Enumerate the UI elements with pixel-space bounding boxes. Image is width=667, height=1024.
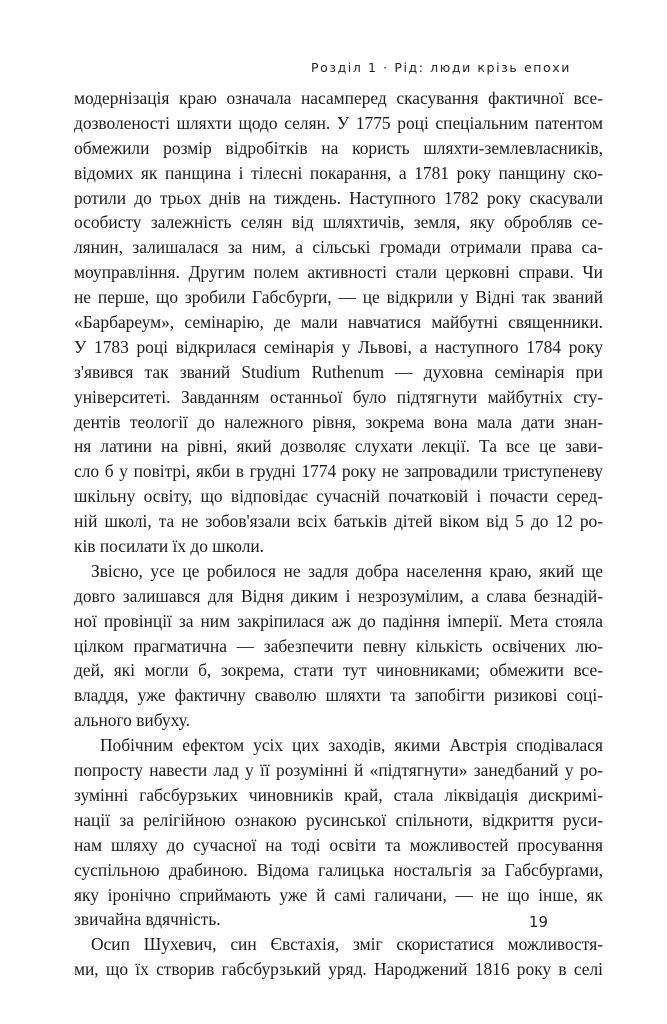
- text-line: відомих як панщина і тілесні покарання, а 1781 року панщину ско-: [74, 162, 603, 183]
- text-line: лянин, залишалася за ним, а сільські громади отримали права са-: [74, 237, 603, 258]
- text-line: звичайна вдячність.: [74, 909, 221, 930]
- text-line: дозволеності шляхти щодо селян. У 1775 році спеціальним патентом: [74, 112, 603, 133]
- text-line: моуправління. Другим полем активності стали церковні справи. Чи: [74, 262, 603, 283]
- paragraph: [74, 932, 603, 982]
- text-line: Побічним ефектом усіх цих заходів, якими Австрія сподівалася: [100, 735, 603, 756]
- text-line: з'явився так званий Studium Ruthenum — духовна семінарія при: [74, 361, 603, 382]
- text-line: дентів теології до належного рівня, зокрема вона мала дати знан-: [74, 411, 603, 432]
- text-line: владдя, уже фактичну сваволю шляхти та запобігти ризикові соці-: [74, 685, 603, 706]
- text-line: ального вибуху.: [74, 710, 190, 731]
- paragraph: [74, 86, 603, 559]
- text-line: обмежили розмір відробітків на користь шляхти-землевласників,: [74, 137, 603, 158]
- text-line: нації за релігійною ознакою русинської спільноти, відкриття руси-: [74, 809, 603, 830]
- paragraph: [74, 559, 603, 733]
- text-line: попросту навести лад у її розумінні й «підтягнути» занедбаний у ро-: [74, 760, 603, 781]
- text-line: ків посилати їх до школи.: [74, 536, 265, 557]
- text-line: особисту залежність селян від шляхтичів, земля, яку обробляв се-: [74, 212, 603, 233]
- text-line: модернізація краю означала насамперед скасування фактичної все-: [74, 88, 603, 108]
- text-line: університеті. Завданням останньої було підтягнути майбутніх сту-: [74, 386, 603, 407]
- text-line: суспільною драбиною. Відома галицька ностальгія за Габсбурґами,: [74, 859, 603, 880]
- text-line: цілком прагматична — забезпечити певну кількість освічених лю-: [74, 635, 603, 656]
- text-line: ротили до трьох днів на тиждень. Наступного 1782 року скасували: [74, 187, 603, 208]
- text-line: «Барбареум», семінарію, де мали навчатися майбутні священники.: [74, 312, 603, 333]
- text-line: Осип Шухевич, син Євстахія, зміг скористатися можливостя-: [91, 934, 603, 955]
- running-head: Розділ 1 · Рід: люди крізь епохи: [310, 60, 571, 75]
- body-text: [74, 86, 603, 982]
- text-line: не перше, що зробили Габсбурґи, — це відкрили у Відні так званий: [74, 287, 603, 308]
- text-line: шкільну освіту, що відповідає сучасній початковій і почасти серед-: [74, 486, 603, 507]
- text-line: дей, які могли б, зокрема, стати тут чиновниками; обмежити все-: [74, 660, 603, 681]
- text-line: ній школі, та не зобов'язали всіх батьків дітей віком від 5 до 12 ро-: [74, 511, 603, 532]
- text-line: нам шляху до сучасної на тоді освіти та можливостей просування: [74, 834, 603, 855]
- text-line: зумінні габсбурзьких чиновників край, стала ліквідація дискримі-: [74, 784, 603, 805]
- text-line: сло б у повітрі, якби в грудні 1774 року не запровадили триступеневу: [74, 461, 603, 482]
- text-line: Звісно, усе це робилося не задля добра населення краю, який ще: [91, 560, 603, 581]
- text-line: ної провінції за ним закріпилася аж до падіння імперії. Мета стояла: [74, 610, 603, 631]
- text-line: ми, що їх створив габсбурзький уряд. Народжений 1816 року в селі: [74, 959, 603, 980]
- text-line: ня латини на рівні, який дозволяє слухати лекції. Та все це зави-: [74, 436, 603, 457]
- text-line: яку іронічно сприймають уже й самі галичани, — не що інше, як: [74, 884, 603, 905]
- page-number: 19: [528, 913, 548, 931]
- text-line: У 1783 році відкрилася семінарія у Львові, а наступного 1784 року: [74, 336, 603, 357]
- paragraph: [74, 733, 603, 932]
- text-line: довго залишався для Відня диким і незрозумілим, а слава безнадій-: [74, 585, 603, 606]
